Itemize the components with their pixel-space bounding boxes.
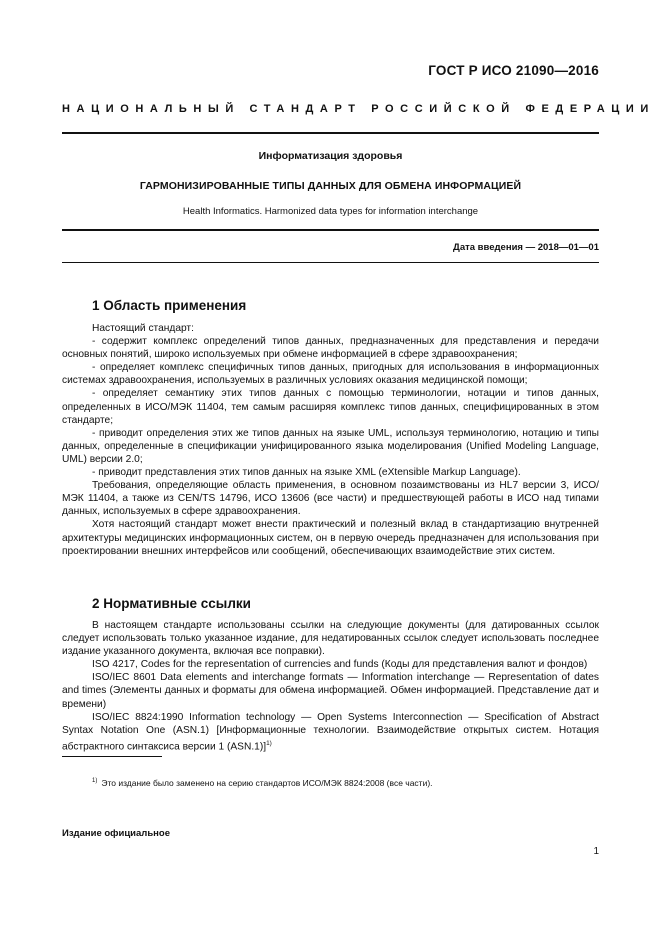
paragraph: Хотя настоящий стандарт может внести практический и полезный вклад в стандартизацию внутренней архитектуры медицинских информационных систем, он в первую очередь предназначен для использования при проектировании внешних интерфейсов или сообщений, обеспечивающих взаимодействие этих систем.	[62, 519, 599, 557]
paragraph: - определяет семантику этих типов данных с помощью терминологии, нотации и типов данных, определенных в ИСО/МЭК 11404, тем самым расширяя комплекс типов данных, специфицированных в этом стандарте;	[62, 388, 599, 426]
section-scope-body	[62, 322, 599, 558]
page-number: 1	[593, 846, 599, 857]
footnote-text: Это издание было заменено на серию стандартов ИСО/МЭК 8824:2008 (все части).	[101, 778, 433, 788]
subject-ru: Информатизация здоровья	[258, 150, 403, 162]
reference-item	[62, 711, 599, 754]
footnote	[92, 778, 433, 788]
paragraph: - определяет комплекс специфичных типов данных, пригодных для использования в информационных системах здравоохранения, используемых в различных условиях оказания медицинской помощи;	[62, 362, 599, 387]
footnote-separator	[62, 756, 162, 757]
paragraph: Требования, определяющие область применения, в основном позаимствованы из HL7 версии 3, ИСО/МЭК 11404, а также из CEN/TS 14796, ИСО 13606 (все части) и предшествующей работы в ИСО над типами данных, используемых в сфере здравоохранения.	[62, 480, 599, 518]
reference-text: ISO/IEC 8824:1990 Information technology — Open Systems Interconnection — Specification of Abstract Syntax Notation One (ASN.1) [Информационные технологии. Взаимодействие открытых систем. Нотация абстрактного синтаксиса версии 1 (ASN.1)]	[62, 711, 599, 753]
paragraph: - приводит определения этих же типов данных на языке UML, используя терминологию, нотацию и типы данных, определенные в спецификации унифицированного языка моделирования (Unified Modeling Language, UML) версии 2.0;	[62, 427, 599, 465]
national-standard-title: НАЦИОНАЛЬНЫЙ СТАНДАРТ РОССИЙСКОЙ ФЕДЕРАЦИИ	[62, 103, 655, 115]
official-edition-label: Издание официальное	[62, 828, 170, 839]
document-title-en: Health Informatics. Harmonized data types for information interchange	[182, 206, 479, 217]
date-divider	[62, 262, 599, 263]
introduction-date: Дата введения — 2018—01—01	[453, 242, 599, 253]
document-code: ГОСТ Р ИСО 21090—2016	[428, 63, 599, 78]
paragraph: - приводит представления этих типов данных на языке XML (eXtensible Markup Language).	[92, 467, 521, 479]
header-divider	[62, 132, 599, 134]
footnote-reference[interactable]: 1)	[266, 739, 272, 747]
document-title-ru: ГАРМОНИЗИРОВАННЫЕ ТИПЫ ДАННЫХ ДЛЯ ОБМЕНА ИНФОРМАЦИЕЙ	[139, 180, 522, 192]
section-references-body	[62, 619, 599, 753]
reference-item: ISO 4217, Codes for the representation of currencies and funds (Коды для представления валют и фондов)	[92, 659, 588, 671]
footnote-marker: 1)	[92, 778, 98, 784]
title-divider	[62, 229, 599, 231]
section-heading-normative-references: 2 Нормативные ссылки	[92, 596, 251, 611]
section-heading-scope: 1 Область применения	[92, 298, 247, 313]
reference-item: ISO/IEC 8601 Data elements and interchange formats — Information interchange — Representation of dates and times (Элементы данных и форматы для обмена информацией. Обмен информацией. Представление дат и времени)	[62, 672, 599, 710]
paragraph: Настоящий стандарт:	[92, 323, 194, 334]
paragraph: - содержит комплекс определений типов данных, предназначенных для представления и передачи основных понятий, широко используемых при обмене информацией в сфере здравоохранения;	[62, 336, 599, 361]
paragraph: В настоящем стандарте использованы ссылки на следующие документы (для датированных ссылок следует использовать только указанное издание, для недатированных ссылок следует использовать последнее издание указанного документа, включая все поправки).	[62, 620, 599, 658]
